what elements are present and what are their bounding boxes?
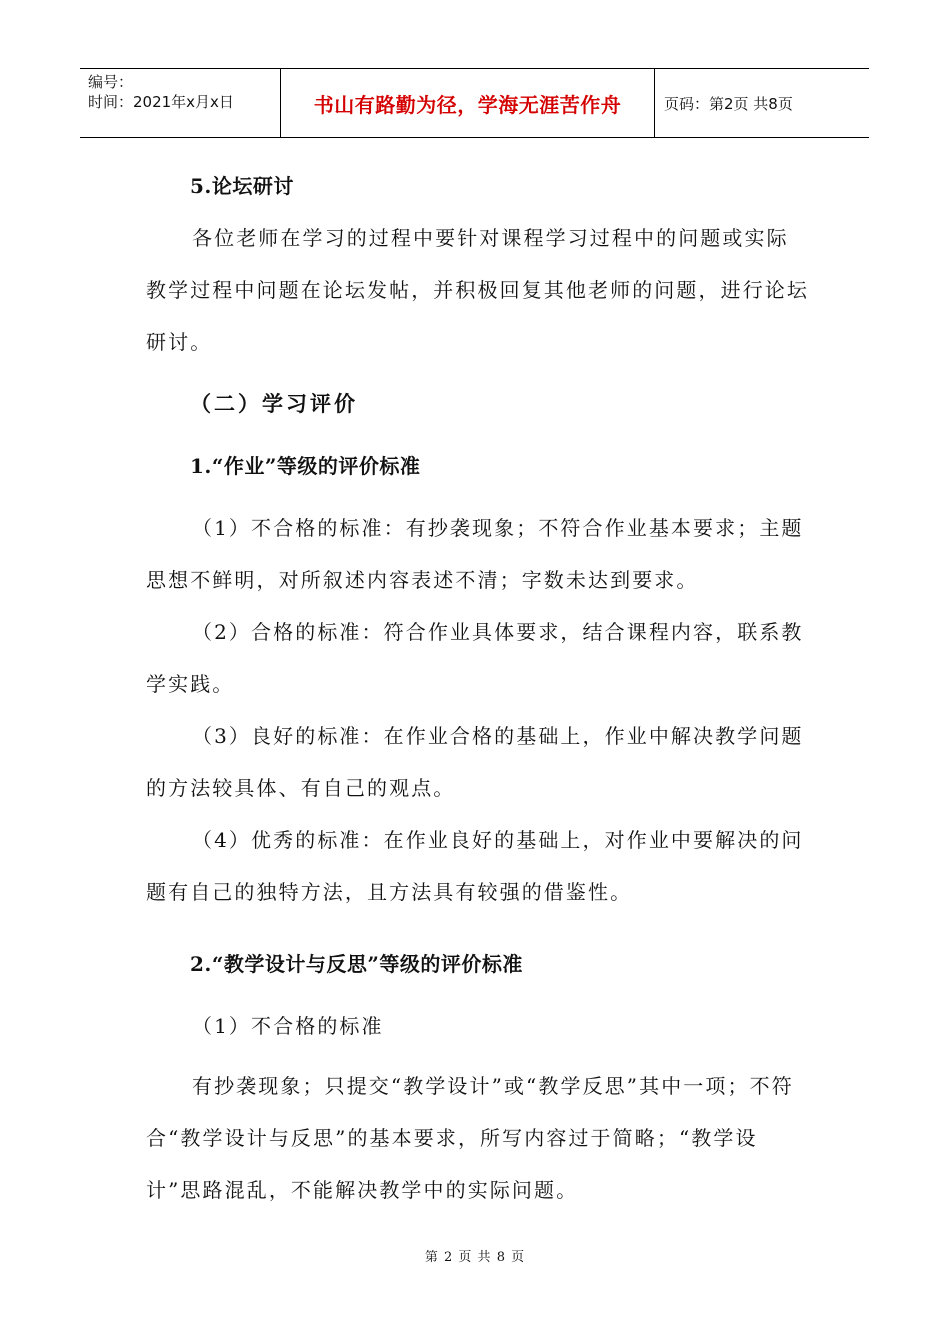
section-title-forum: 5.论坛研讨 — [190, 174, 294, 198]
header-motto: 书山有路勤为径，学海无涯苦作舟 — [281, 69, 655, 137]
document-body — [146, 160, 810, 1216]
header-page-code: 页码：第2页 共8页 — [664, 94, 793, 113]
criterion-pass: （2）合格的标准：符合作业具体要求，结合课程内容，联系教学实践。 — [146, 620, 804, 696]
number-label: 编号： — [88, 73, 134, 91]
section-title-eval: （二）学习评价 — [190, 391, 358, 416]
subsection-title-design: 2.“教学设计与反思”等级的评价标准 — [190, 952, 523, 976]
design-criterion-fail-title: （1）不合格的标准 — [192, 1014, 384, 1038]
criterion-fail: （1）不合格的标准：有抄袭现象；不符合作业基本要求；主题思想不鲜明，对所叙述内容表述不清；字数未达到要求。 — [146, 516, 804, 592]
paragraph-forum: 各位老师在学习的过程中要针对课程学习过程中的问题或实际教学过程中问题在论坛发帖，并积极回复其他老师的问题，进行论坛研讨。 — [146, 226, 809, 354]
design-criterion-fail-body: 有抄袭现象；只提交“教学设计”或“教学反思”其中一项；不符合“教学设计与反思”的基本要求，所写内容过于简略；“教学设计”思路混乱，不能解决教学中的实际问题。 — [146, 1074, 794, 1202]
page-footer: 第 2 页 共 8 页 — [424, 1250, 526, 1265]
criterion-good: （3）良好的标准：在作业合格的基础上，作业中解决教学问题的方法较具体、有自己的观点。 — [146, 724, 804, 800]
subsection-title-homework: 1.“作业”等级的评价标准 — [190, 454, 421, 478]
header-meta — [80, 69, 281, 137]
time-label: 时间：2021年x月x日 — [88, 93, 234, 111]
header-table — [80, 68, 869, 138]
criterion-excellent: （4）优秀的标准：在作业良好的基础上，对作业中要解决的问题有自己的独特方法，且方法具有较强的借鉴性。 — [146, 828, 804, 904]
